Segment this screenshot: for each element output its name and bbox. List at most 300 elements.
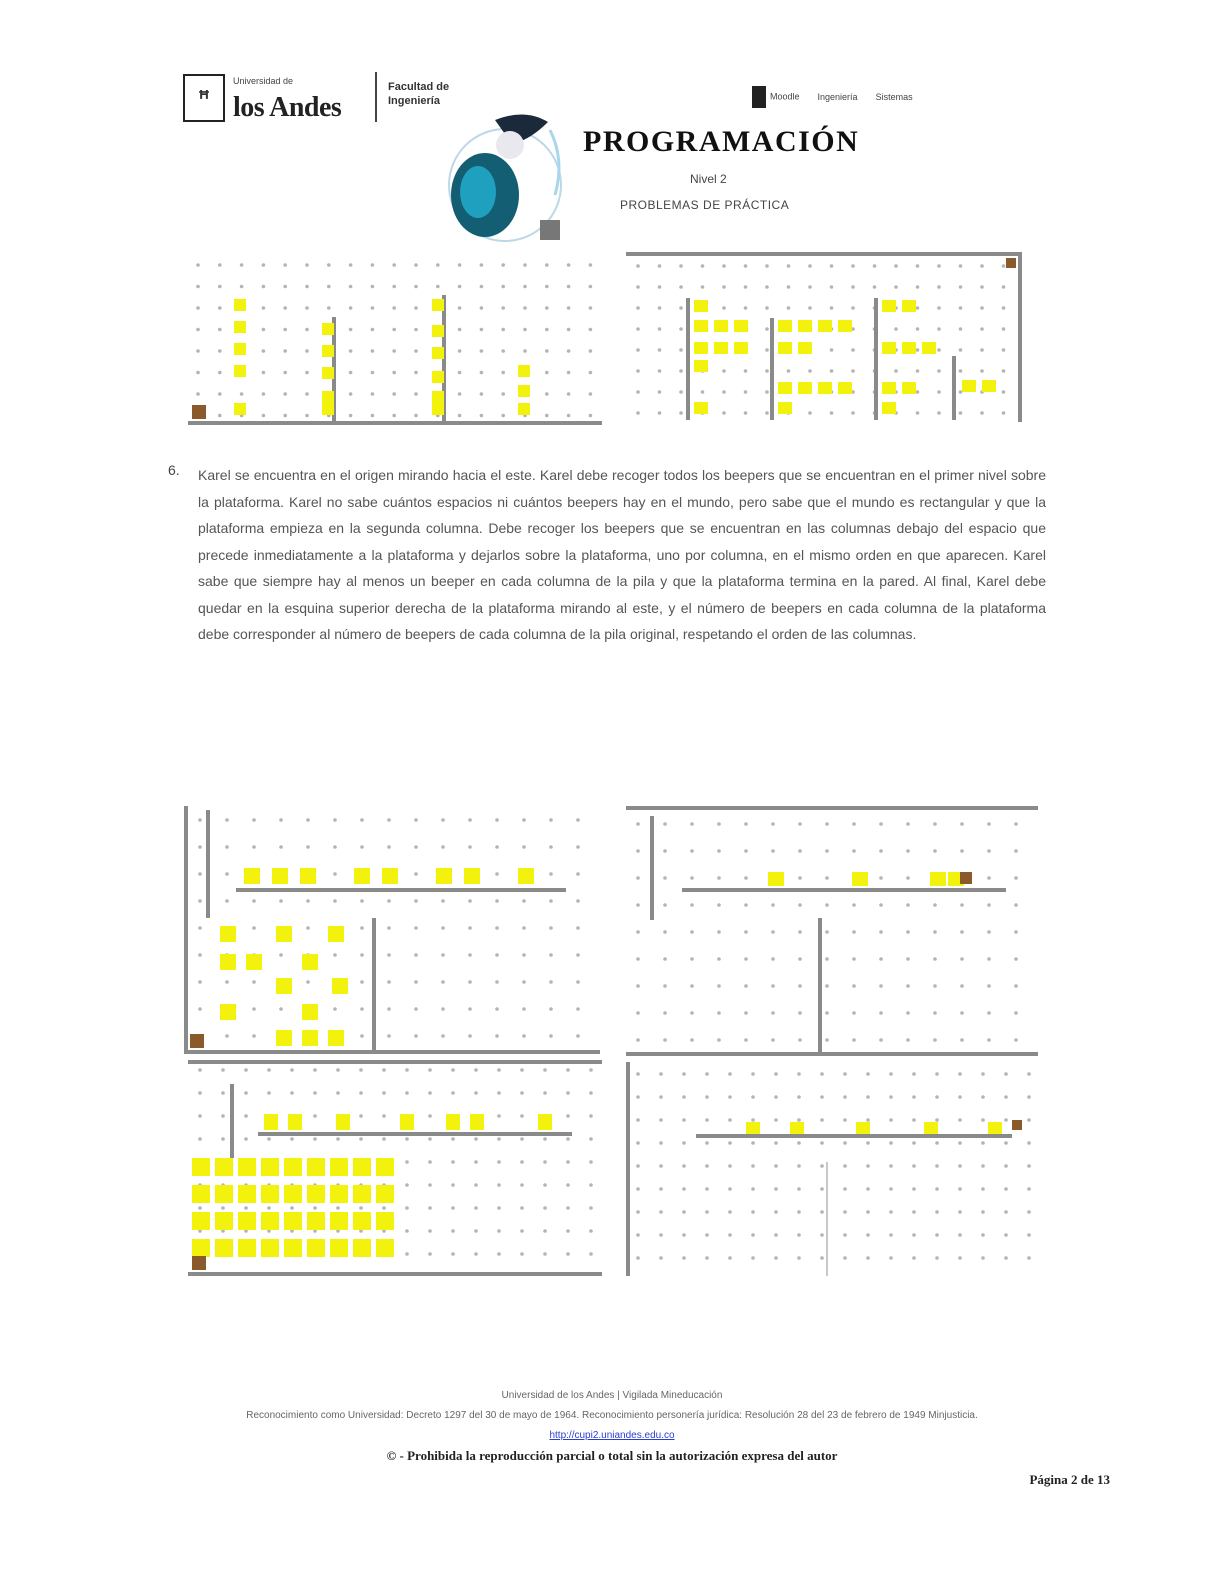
- grid-dot: [305, 263, 309, 267]
- grid-dot: [658, 327, 662, 331]
- beeper-icon: [220, 926, 236, 942]
- beeper-icon: [922, 342, 936, 354]
- beeper-icon: [376, 1239, 394, 1257]
- grid-dot: [1014, 822, 1018, 826]
- grid-dot: [889, 1095, 893, 1099]
- grid-dot: [414, 872, 418, 876]
- floor-wall: [626, 1052, 1038, 1056]
- grid-dot: [751, 1210, 755, 1214]
- platform-wall: [696, 1134, 1012, 1138]
- grid-dot: [820, 1256, 824, 1260]
- grid-dot: [414, 328, 418, 332]
- grid-dot: [774, 1072, 778, 1076]
- grid-dot: [474, 1229, 478, 1233]
- karel-world-3: [184, 806, 604, 1056]
- grid-dot: [912, 1095, 916, 1099]
- grid-dot: [636, 1038, 640, 1042]
- grid-dot: [566, 1160, 570, 1164]
- grid-dot: [728, 1187, 732, 1191]
- grid-dot: [825, 822, 829, 826]
- grid-dot: [774, 1233, 778, 1237]
- beeper-icon: [432, 325, 444, 337]
- grid-dot: [589, 306, 593, 310]
- grid-dot: [798, 1038, 802, 1042]
- wall: [650, 816, 654, 920]
- grid-dot: [981, 1210, 985, 1214]
- grid-dot: [958, 1210, 962, 1214]
- beeper-icon: [538, 1114, 552, 1130]
- grid-dot: [894, 369, 898, 373]
- grid-dot: [830, 411, 834, 415]
- grid-dot: [820, 1233, 824, 1237]
- grid-dot: [889, 1141, 893, 1145]
- grid-dot: [451, 1068, 455, 1072]
- grid-dot: [663, 903, 667, 907]
- grid-dot: [327, 263, 331, 267]
- karel-world-figure-6: [626, 1062, 1040, 1278]
- grid-dot: [589, 371, 593, 375]
- grid-dot: [283, 285, 287, 289]
- grid-dot: [959, 285, 963, 289]
- grid-dot: [851, 348, 855, 352]
- beeper-icon: [330, 1158, 348, 1176]
- grid-dot: [852, 1011, 856, 1015]
- grid-dot: [428, 1091, 432, 1095]
- grid-dot: [198, 872, 202, 876]
- grid-dot: [701, 390, 705, 394]
- grid-dot: [566, 1183, 570, 1187]
- grid-dot: [1002, 348, 1006, 352]
- grid-dot: [387, 899, 391, 903]
- grid-dot: [290, 1068, 294, 1072]
- grid-dot: [414, 392, 418, 396]
- grid-dot: [523, 349, 527, 353]
- grid-dot: [659, 1141, 663, 1145]
- beeper-icon: [192, 1239, 210, 1257]
- grid-dot: [523, 285, 527, 289]
- grid-dot: [371, 328, 375, 332]
- grid-dot: [458, 306, 462, 310]
- grid-dot: [728, 1256, 732, 1260]
- grid-dot: [906, 1011, 910, 1015]
- grid-dot: [690, 1038, 694, 1042]
- grid-dot: [636, 285, 640, 289]
- grid-dot: [690, 957, 694, 961]
- grid-dot: [705, 1164, 709, 1168]
- grid-dot: [744, 849, 748, 853]
- grid-dot: [701, 264, 705, 268]
- grid-dot: [520, 1068, 524, 1072]
- grid-dot: [306, 818, 310, 822]
- grid-dot: [717, 1011, 721, 1015]
- grid-dot: [589, 285, 593, 289]
- grid-dot: [679, 264, 683, 268]
- grid-dot: [1002, 285, 1006, 289]
- grid-dot: [679, 327, 683, 331]
- grid-dot: [933, 822, 937, 826]
- grid-dot: [360, 926, 364, 930]
- grid-dot: [879, 822, 883, 826]
- grid-dot: [659, 1210, 663, 1214]
- beeper-icon: [838, 320, 852, 332]
- grid-dot: [495, 953, 499, 957]
- grid-dot: [543, 1206, 547, 1210]
- grid-dot: [566, 1252, 570, 1256]
- grid-dot: [349, 328, 353, 332]
- grid-dot: [225, 1034, 229, 1038]
- beeper-icon: [336, 1114, 350, 1130]
- grid-dot: [283, 328, 287, 332]
- grid-dot: [658, 411, 662, 415]
- grid-dot: [960, 1038, 964, 1042]
- grid-dot: [682, 1141, 686, 1145]
- grid-dot: [458, 263, 462, 267]
- grid-dot: [906, 849, 910, 853]
- grid-dot: [198, 1091, 202, 1095]
- grid-dot: [879, 903, 883, 907]
- grid-dot: [1004, 1187, 1008, 1191]
- grid-dot: [198, 1137, 202, 1141]
- course-title: PROGRAMACIÓN: [583, 125, 860, 158]
- beeper-icon: [330, 1239, 348, 1257]
- beeper-icon: [882, 300, 896, 312]
- grid-dot: [679, 369, 683, 373]
- grid-dot: [501, 392, 505, 396]
- grid-dot: [218, 414, 222, 418]
- grid-dot: [567, 285, 571, 289]
- grid-dot: [659, 1095, 663, 1099]
- karel-robot-icon: [190, 1034, 204, 1048]
- grid-dot: [545, 349, 549, 353]
- problem-number: 6.: [168, 462, 180, 478]
- top-wall: [626, 806, 1038, 810]
- grid-dot: [937, 369, 941, 373]
- partner-logo-2: Ingeniería: [817, 92, 858, 102]
- grid-dot: [960, 1011, 964, 1015]
- grid-dot: [543, 1091, 547, 1095]
- grid-dot: [701, 285, 705, 289]
- beeper-icon: [330, 1185, 348, 1203]
- partner-logos: [752, 86, 913, 108]
- grid-dot: [405, 1183, 409, 1187]
- grid-dot: [1002, 327, 1006, 331]
- grid-dot: [290, 1091, 294, 1095]
- grid-dot: [682, 1256, 686, 1260]
- grid-dot: [497, 1160, 501, 1164]
- grid-dot: [798, 822, 802, 826]
- grid-dot: [797, 1095, 801, 1099]
- grid-dot: [663, 1038, 667, 1042]
- grid-dot: [959, 390, 963, 394]
- grid-dot: [728, 1118, 732, 1122]
- grid-dot: [797, 1233, 801, 1237]
- beeper-icon: [982, 380, 996, 392]
- grid-dot: [567, 414, 571, 418]
- grid-dot: [360, 845, 364, 849]
- beeper-icon: [518, 365, 530, 377]
- grid-dot: [960, 849, 964, 853]
- grid-dot: [566, 1068, 570, 1072]
- grid-dot: [336, 1068, 340, 1072]
- grid-dot: [705, 1118, 709, 1122]
- grid-dot: [458, 328, 462, 332]
- grid-dot: [636, 369, 640, 373]
- beeper-icon: [220, 954, 236, 970]
- grid-dot: [744, 369, 748, 373]
- grid-dot: [906, 903, 910, 907]
- grid-dot: [797, 1187, 801, 1191]
- beeper-icon: [778, 382, 792, 394]
- wall: [686, 298, 690, 420]
- wall: [206, 810, 210, 918]
- grid-dot: [523, 306, 527, 310]
- grid-dot: [1027, 1072, 1031, 1076]
- beeper-icon: [518, 868, 534, 884]
- grid-dot: [501, 328, 505, 332]
- grid-dot: [958, 1072, 962, 1076]
- grid-dot: [937, 411, 941, 415]
- grid-dot: [866, 1210, 870, 1214]
- grid-dot: [543, 1183, 547, 1187]
- grid-dot: [820, 1072, 824, 1076]
- grid-dot: [981, 1072, 985, 1076]
- grid-dot: [935, 1233, 939, 1237]
- karel-robot-icon: [192, 405, 206, 419]
- grid-dot: [414, 414, 418, 418]
- grid-dot: [889, 1210, 893, 1214]
- grid-dot: [659, 1118, 663, 1122]
- grid-dot: [549, 953, 553, 957]
- grid-dot: [495, 1034, 499, 1038]
- grid-dot: [333, 872, 337, 876]
- grid-dot: [262, 371, 266, 375]
- grid-dot: [1004, 1210, 1008, 1214]
- grid-dot: [349, 306, 353, 310]
- grid-dot: [636, 849, 640, 853]
- grid-dots: [198, 818, 580, 1038]
- beeper-icon: [354, 868, 370, 884]
- grid-dot: [392, 414, 396, 418]
- grid-dot: [497, 1091, 501, 1095]
- grid-dot: [1014, 957, 1018, 961]
- beeper-icon: [353, 1185, 371, 1203]
- grid-dot: [751, 1256, 755, 1260]
- grid-dot: [916, 264, 920, 268]
- footer-link[interactable]: http://cupi2.uniandes.edu.co: [549, 1430, 675, 1441]
- beeper-icon: [330, 1212, 348, 1230]
- grid-dot: [262, 349, 266, 353]
- grid-dot: [549, 980, 553, 984]
- beeper-icon: [322, 391, 334, 403]
- grid-dot: [889, 1118, 893, 1122]
- grid-dot: [327, 285, 331, 289]
- grid-dot: [576, 953, 580, 957]
- grid-dot: [196, 371, 200, 375]
- grid-dot: [787, 369, 791, 373]
- beepers: [746, 1122, 1002, 1134]
- grid-dot: [935, 1256, 939, 1260]
- grid-dot: [333, 818, 337, 822]
- crest-icon: ꟸ: [183, 74, 225, 122]
- course-subtitle-2: PROBLEMAS DE PRÁCTICA: [620, 198, 790, 212]
- grid-dot: [371, 392, 375, 396]
- grid-dot: [843, 1187, 847, 1191]
- grid-dot: [359, 1137, 363, 1141]
- grid-dot: [198, 1068, 202, 1072]
- grid-dot: [636, 1256, 640, 1260]
- grid-dot: [349, 285, 353, 289]
- grid-dot: [636, 327, 640, 331]
- grid-dot: [771, 984, 775, 988]
- grid-dot: [474, 1068, 478, 1072]
- grid-dot: [825, 903, 829, 907]
- grid-dot: [566, 1137, 570, 1141]
- grid-dot: [937, 285, 941, 289]
- grid-dot: [414, 349, 418, 353]
- grid-dot: [987, 849, 991, 853]
- grid-dot: [717, 876, 721, 880]
- grid-dot: [935, 1072, 939, 1076]
- grid-dot: [636, 930, 640, 934]
- grid-dot: [218, 392, 222, 396]
- grid-dot: [458, 392, 462, 396]
- grid-dot: [567, 263, 571, 267]
- grid-dot: [244, 1114, 248, 1118]
- grid-dot: [283, 263, 287, 267]
- grid-dot: [958, 1233, 962, 1237]
- grid-dot: [405, 1068, 409, 1072]
- grid-dot: [765, 369, 769, 373]
- grid-dot: [690, 876, 694, 880]
- grid-dot: [798, 930, 802, 934]
- grid-dot: [980, 285, 984, 289]
- grid-dot: [405, 1206, 409, 1210]
- grid-dot: [392, 349, 396, 353]
- grid-dot: [866, 1233, 870, 1237]
- grid-dot: [305, 349, 309, 353]
- grid-dot: [244, 1137, 248, 1141]
- grid-dot: [414, 980, 418, 984]
- grid-dot: [744, 822, 748, 826]
- beeper-icon: [446, 1114, 460, 1130]
- grid-dot: [441, 899, 445, 903]
- grid-dot: [360, 953, 364, 957]
- grid-dot: [787, 285, 791, 289]
- grid-dot: [1014, 930, 1018, 934]
- beeper-icon: [234, 299, 246, 311]
- grid-dot: [306, 926, 310, 930]
- grid-dot: [636, 1210, 640, 1214]
- grid-dot: [843, 1072, 847, 1076]
- grid-dot: [313, 1068, 317, 1072]
- grid-dot: [545, 285, 549, 289]
- beeper-icon: [376, 1158, 394, 1176]
- grid-dot: [371, 306, 375, 310]
- grid-dot: [252, 845, 256, 849]
- grid-dot: [663, 876, 667, 880]
- course-subtitle: Nivel 2: [690, 172, 727, 186]
- beeper-icon: [778, 402, 792, 414]
- grid-dot: [305, 306, 309, 310]
- grid-dot: [359, 1068, 363, 1072]
- beeper-icon: [234, 343, 246, 355]
- grid-dot: [825, 984, 829, 988]
- grid-dot: [659, 1072, 663, 1076]
- grid-dots: [198, 1068, 593, 1256]
- grid-dot: [305, 371, 309, 375]
- grid-dot: [392, 263, 396, 267]
- grid-dot: [787, 306, 791, 310]
- grid-dot: [313, 1114, 317, 1118]
- karel-world-figure-5: [188, 1060, 604, 1278]
- beeper-icon: [276, 1030, 292, 1046]
- grid-dot: [636, 1141, 640, 1145]
- grid-dot: [305, 414, 309, 418]
- grid-dot: [262, 328, 266, 332]
- grid-dot: [198, 953, 202, 957]
- grid-dot: [636, 957, 640, 961]
- university-name: los Andes: [233, 92, 342, 123]
- grid-dot: [916, 285, 920, 289]
- grid-dots: [196, 263, 592, 417]
- grid-dot: [894, 327, 898, 331]
- grid-dot: [267, 1068, 271, 1072]
- beeper-icon: [220, 1004, 236, 1020]
- beeper-icon: [882, 342, 896, 354]
- grid-dot: [744, 1011, 748, 1015]
- grid-dot: [290, 1206, 294, 1210]
- grid-dot: [221, 1206, 225, 1210]
- beeper-icon: [284, 1239, 302, 1257]
- university-logo: [183, 72, 373, 124]
- grid-dot: [441, 1007, 445, 1011]
- grid-dot: [360, 1007, 364, 1011]
- grid-dot: [722, 285, 726, 289]
- grid-dot: [744, 876, 748, 880]
- grid-dot: [797, 1141, 801, 1145]
- grid-dot: [1002, 411, 1006, 415]
- grid-dot: [808, 285, 812, 289]
- grid-dot: [279, 818, 283, 822]
- grid-dot: [906, 957, 910, 961]
- grid-dot: [728, 1210, 732, 1214]
- grid-dot: [290, 1137, 294, 1141]
- beeper-icon: [307, 1239, 325, 1257]
- grid-dot: [879, 1038, 883, 1042]
- grid-dot: [851, 369, 855, 373]
- grid-dot: [851, 264, 855, 268]
- grid-dot: [218, 285, 222, 289]
- grid-dot: [576, 845, 580, 849]
- grid-dot: [218, 349, 222, 353]
- grid-dot: [589, 328, 593, 332]
- grid-dot: [313, 1137, 317, 1141]
- floor-wall: [188, 421, 602, 425]
- grid-dot: [722, 264, 726, 268]
- grid-dot: [981, 1164, 985, 1168]
- grid-dot: [658, 390, 662, 394]
- grid-dot: [428, 1183, 432, 1187]
- wall: [952, 356, 956, 420]
- grid-dot: [392, 306, 396, 310]
- grid-dot: [1027, 1095, 1031, 1099]
- grid-dot: [866, 1095, 870, 1099]
- grid-dot: [980, 369, 984, 373]
- grid-dot: [717, 903, 721, 907]
- grid-dot: [252, 818, 256, 822]
- grid-dot: [327, 306, 331, 310]
- grid-dot: [879, 876, 883, 880]
